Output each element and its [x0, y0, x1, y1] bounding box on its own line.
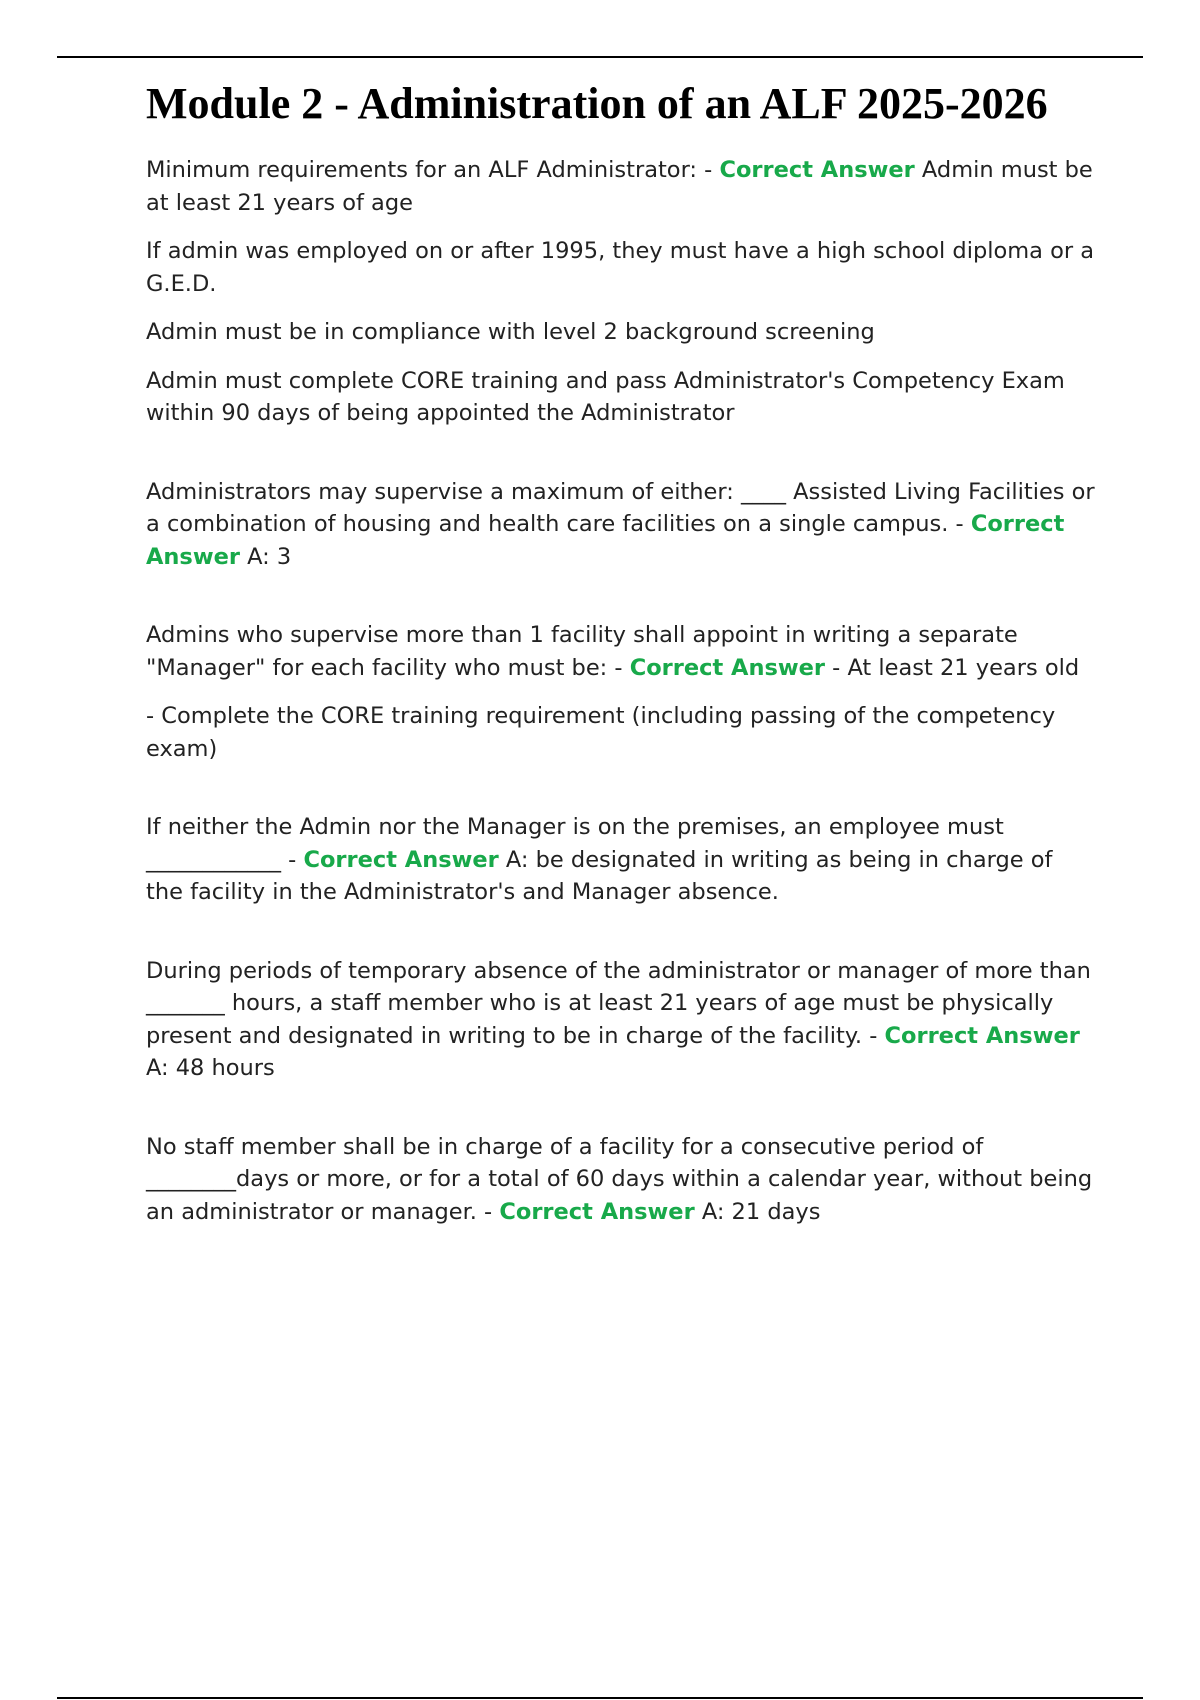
answer-text: A: 3 — [239, 543, 292, 570]
correct-answer-label: Correct Answer — [303, 846, 499, 873]
qa-item — [146, 1131, 1096, 1229]
document-title: Module 2 - Administration of an ALF 2025-2026 — [146, 79, 1048, 128]
answer-extra-line: - Complete the CORE training requirement (including passing of the competency exam) — [146, 703, 1056, 762]
bottom-rule — [57, 1697, 1143, 1699]
correct-answer-label: Correct Answer — [146, 511, 1065, 570]
answer-extra-line: Admin must complete CORE training and pass Administrator's Competency Exam within 90 days of being appointed the Administrator — [146, 367, 1065, 426]
qa-item — [146, 619, 1096, 765]
correct-answer-label: Correct Answer — [884, 1022, 1080, 1049]
answer-extra-line: Admin must be in compliance with level 2 background screening — [146, 319, 875, 345]
question-paragraph — [146, 1131, 1096, 1229]
qa-item — [146, 154, 1096, 430]
qa-item — [146, 476, 1096, 574]
question-text: Administrators may supervise a maximum of either: ____ Assisted Living Facilities or a combination of housing and health care facilities on a single campus. - — [146, 478, 1095, 537]
answer-text: A: be designated in writing as being in charge of the facility in the Administrator's and Manager absence. — [146, 846, 1053, 905]
top-rule — [57, 56, 1143, 58]
correct-answer-label: Correct Answer — [629, 654, 826, 681]
question-paragraph — [146, 619, 1096, 684]
answer-text: A: 48 hours — [146, 1055, 275, 1081]
correct-answer-label: Correct Answer — [719, 157, 915, 183]
answer-text: A: 21 days — [694, 1198, 821, 1225]
question-text: If neither the Admin nor the Manager is on the premises, an employee must ____________ - — [146, 814, 1004, 873]
question-paragraph — [146, 955, 1096, 1085]
document-body — [146, 70, 1096, 1244]
answer-extra-line: If admin was employed on or after 1995, they must have a high school diploma or a G.E.D. — [146, 238, 1095, 297]
question-text: During periods of temporary absence of the administrator or manager of more than _______ hours, a staff member who is at least 21 years of age must be physically present and designated in writing to be in charge of the facility. - — [146, 957, 1091, 1049]
answer-text: - At least 21 years old — [825, 654, 1080, 681]
qa-item — [146, 811, 1096, 909]
question-text: Admins who supervise more than 1 facility shall appoint in writing a separate "Manager" for each facility who must be: - — [146, 622, 1018, 681]
question-paragraph — [146, 476, 1096, 574]
correct-answer-label: Correct Answer — [499, 1198, 695, 1225]
question-text: Minimum requirements for an ALF Administrator: - — [146, 157, 720, 183]
question-paragraph — [146, 811, 1096, 909]
qa-item — [146, 955, 1096, 1085]
question-text: No staff member shall be in charge of a facility for a consecutive period of ________days or more, or for a total of 60 days within a calendar year, without being an administrator or manager. - — [146, 1133, 1093, 1225]
answer-text: Admin must be at least 21 years of age — [146, 157, 1093, 216]
question-paragraph — [146, 154, 1096, 219]
